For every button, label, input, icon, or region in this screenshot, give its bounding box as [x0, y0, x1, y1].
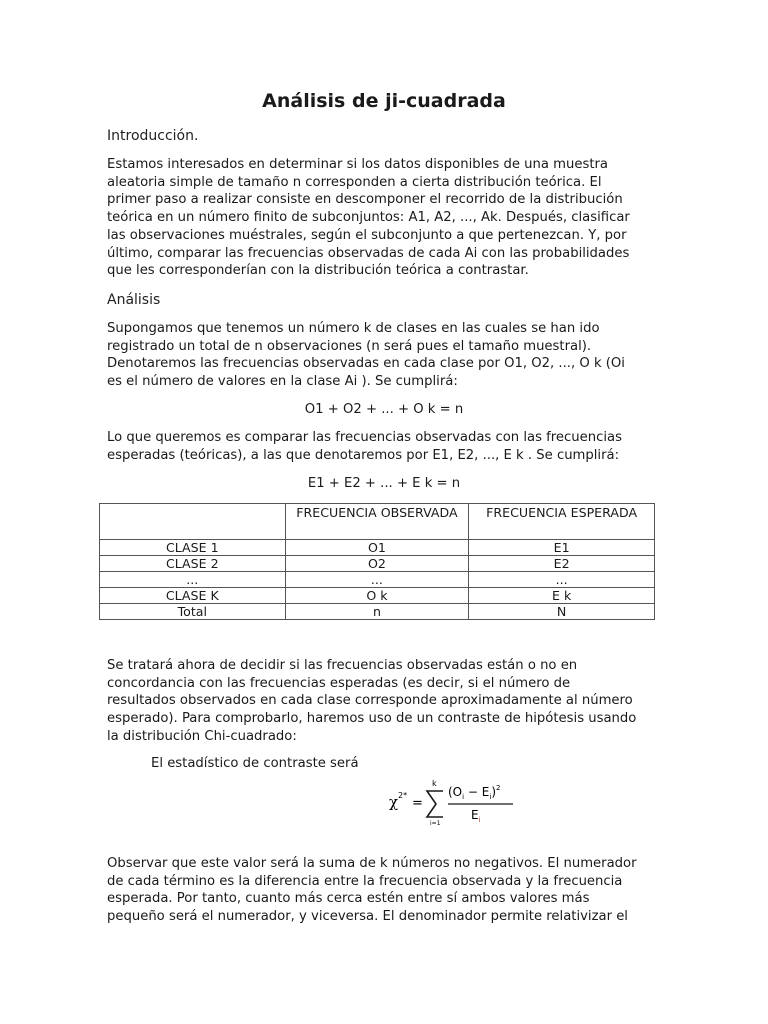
intro-paragraph: Estamos interesados en determinar si los datos disponibles de una muestra aleatoria simple de tamaño n corresponden a cierta distribución teórica. El primer paso a realizar consiste en descomponer el recorrido de la distribución teórica en un número finito de subconjuntos: A1, A2, ..., Ak. Después, clasificar las observaciones muéstrales, según el subconjunto a que pertenezcan. Y, por último, comparar las frecuencias observadas de cada Ai con las probabilidades que les corresponderían con la distribución teórica a contrastar. [107, 157, 630, 279]
document-title: Análisis de ji-cuadrada [262, 90, 506, 112]
frequency-table [99, 503, 655, 620]
table-cell: CLASE 1 [100, 540, 286, 556]
table-cell: ... [285, 572, 469, 588]
table-row [100, 556, 655, 572]
table-cell: O1 [285, 540, 469, 556]
table-cell: O2 [285, 556, 469, 572]
table-cell: ... [100, 572, 286, 588]
table-cell: E2 [469, 556, 655, 572]
table-row [100, 588, 655, 604]
equation-observed-sum: O1 + O2 + ... + O k = n [304, 402, 464, 417]
table-header-cell [100, 504, 286, 540]
table-header-cell: FRECUENCIA ESPERADA [469, 504, 655, 540]
table-header-cell: FRECUENCIA OBSERVADA [285, 504, 469, 540]
observe-paragraph: Observar que este valor será la suma de k números no negativos. El numerador de cada término es la diferencia entre la frecuencia observada y la frecuencia esperada. Por tanto, cuanto más cerca estén entre sí ambos valores más pequeño será el numerador, y viceversa. El denominador permite relativizar el [107, 856, 637, 925]
table-cell: n [285, 604, 469, 620]
table-cell: Total [100, 604, 286, 620]
formula-chi: χ [389, 793, 399, 811]
intro-heading: Introducción. [107, 128, 199, 144]
formula-sum-lower: i=1 [430, 820, 441, 827]
analysis-paragraph-2: Lo que queremos es comparar las frecuencias observadas con las frecuencias esperadas (teóricas), a las que denotaremos por E1, E2, ..., E k . Se cumplirá: [107, 430, 622, 463]
formula-numerator: $(O_i - E_i)^2$ [448, 784, 501, 801]
table-cell: E k [469, 588, 655, 604]
formula-denominator: $E_i$ [471, 808, 481, 824]
chi-square-formula [385, 777, 520, 827]
table-row [100, 540, 655, 556]
statistic-label: El estadístico de contraste será [151, 756, 359, 771]
table-cell: O k [285, 588, 469, 604]
table-cell: N [469, 604, 655, 620]
decision-paragraph: Se tratará ahora de decidir si las frecuencias observadas están o no en concordancia con las frecuencias esperadas (es decir, si el número de resultados observados en cada clase corresponde aproximadamente al número esperado). Para comprobarlo, haremos uso de un contraste de hipótesis usando la distribución Chi-cuadrado: [107, 658, 637, 744]
table-cell: E1 [469, 540, 655, 556]
analysis-heading: Análisis [107, 292, 161, 308]
sum-icon [427, 791, 443, 817]
formula-chi-superscript: 2* [398, 791, 408, 800]
table-cell: CLASE 2 [100, 556, 286, 572]
equation-expected-sum: E1 + E2 + ... + E k = n [307, 476, 461, 491]
analysis-paragraph-1: Supongamos que tenemos un número k de clases en las cuales se han ido registrado un total de n observaciones (n será pues el tamaño muestral). Denotaremos las frecuencias observadas en cada clase por O1, O2, ..., O k (Oi es el número de valores en la clase Ai ). Se cumplirá: [107, 321, 625, 390]
formula-equals: = [412, 796, 423, 811]
table-cell: ... [469, 572, 655, 588]
table-header-row [100, 504, 655, 540]
table-cell: CLASE K [100, 588, 286, 604]
table-row [100, 604, 655, 620]
table-row [100, 572, 655, 588]
formula-sum-upper: k [432, 779, 437, 788]
